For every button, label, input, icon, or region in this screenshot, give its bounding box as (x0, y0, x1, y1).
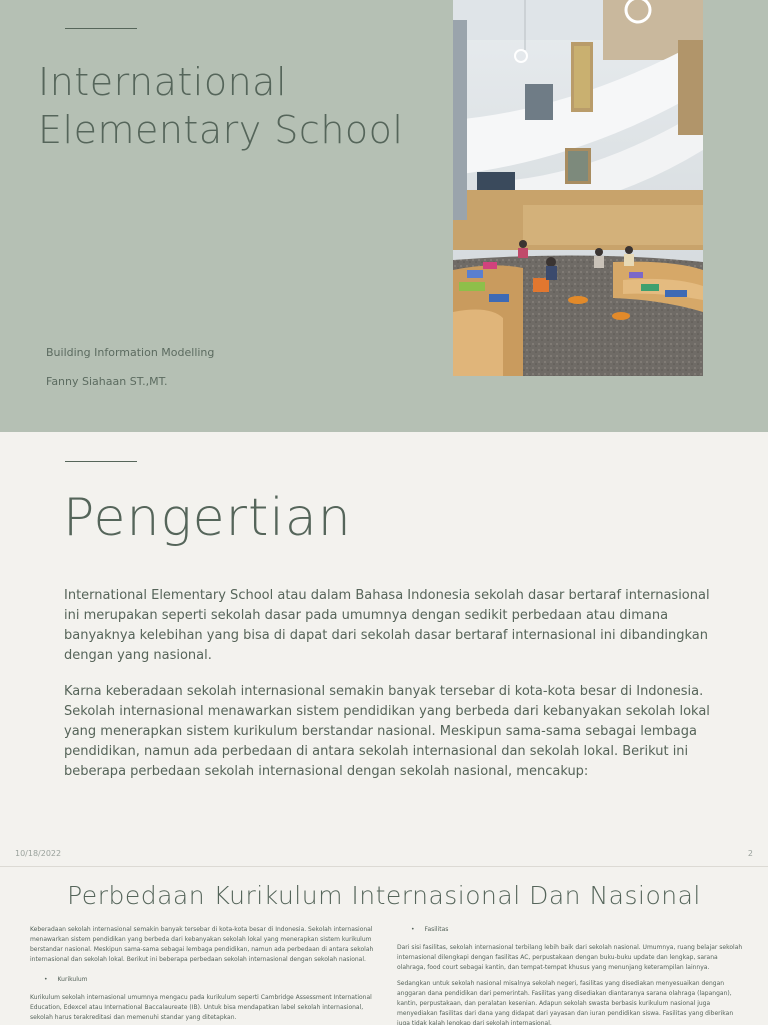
left-body: Kurikulum sekolah internasional umumnya mengacu pada kurikulum seperti Cambridge Assessment International Education, Edexcel atau International Baccalaureate (IB). Untuk bisa mendapatkan label sekolah internasional, sekolah harus terakreditasi dan memenuhi standar yang ditetapkan. (30, 994, 372, 1021)
right-paragraph-1: Dari sisi fasilitas, sekolah internasional terbilang lebih baik dari sekolah nasional. Umumnya, ruang belajar sekolah internasional dilengkapi dengan fasilitas AC, perpustakaan dengan buku-buku update dan lengkap, sarana olahraga, food court sebagai kantin, dan tempat-tempat khusus yang menunjang keterampilan lainnya. (397, 944, 743, 971)
paragraph-1: International Elementary School atau dalam Bahasa Indonesia sekolah dasar bertaraf internasional ini merupakan seperti sekolah dasar pada umumnya dengan sedikit perbedaan atau dimana banyaknya kelebihan yang bisa di dapat dari sekolah dasar bertaraf internasional ini dibandingkan dengan yang nasional. (64, 588, 710, 663)
title-rule (65, 28, 137, 29)
paragraph-2: Karna keberadaan sekolah internasional semakin banyak tersebar di kota-kota besar di Indonesia. Sekolah internasional menawarkan sistem pendidikan yang berbeda dari kebanyakan sekolah lokal yang menerapkan sistem kurikulum berstandar nasional. Meskipun sama-sama sebagai lembaga pendidikan, namun ada perbedaan di antara sekolah internasional dan sekolah lokal. Berikut ini beberapa perbedaan sekolah internasional dengan sekolah nasional, mencakup: (64, 684, 710, 779)
presentation-title (38, 58, 448, 154)
bullet-fasilitas: • Fasilitas (411, 925, 747, 935)
title-line-1: International (38, 60, 288, 104)
title-slide (0, 0, 768, 432)
section-title: Pengertian (63, 488, 352, 548)
curriculum-slide (0, 866, 768, 1025)
course-name: Building Information Modelling (46, 346, 215, 359)
right-column (397, 925, 747, 1025)
right-paragraph-2: Sedangkan untuk sekolah nasional misalnya sekolah negeri, fasilitas yang disediakan menyesuaikan dengan anggaran dana pendidikan dari pemerintah. Fasilitas yang disediakan diantaranya sarana olahraga (lapangan), kantin, perpustakaan, dan peralatan kesenian. Adapun sekolah swasta berbasis kurikulum nasional juga menyediakan fasilitas dari dana yang didapat dari yayasan dan iuran pendidikan siswa. Fasilitas yang diberikan juga tidak kalah lengkap dari sekolah internasional. (397, 980, 734, 1025)
left-column (30, 925, 380, 1025)
slide-date: 10/18/2022 (15, 849, 62, 858)
section-body (64, 586, 724, 798)
left-intro: Keberadaan sekolah internasional semakin banyak tersebar di kota-kota besar di Indonesia. Sekolah internasional menawarkan sistem pendidikan yang berbeda dari kebanyakan sekolah lokal yang menerapkan sistem kurikulum berstandar nasional. Meskipun sama-sama sebagai lembaga pendidikan, namun ada perbedaan di antara sekolah internasional dan sekolah lokal. Berikut ini beberapa perbedaan sekolah internasional dengan sekolah nasional. (30, 926, 374, 963)
definition-slide (0, 432, 768, 866)
curriculum-title: Perbedaan Kurikulum Internasional Dan Nasional (67, 881, 701, 910)
title-line-2: Elementary School (38, 108, 404, 152)
section-rule (65, 461, 137, 462)
bullet-kurikulum: • Kurikulum (44, 975, 380, 985)
slide-number: 2 (747, 849, 753, 858)
school-atrium-photo (453, 0, 703, 376)
author-name: Fanny Siahaan ST.,MT. (46, 375, 168, 388)
